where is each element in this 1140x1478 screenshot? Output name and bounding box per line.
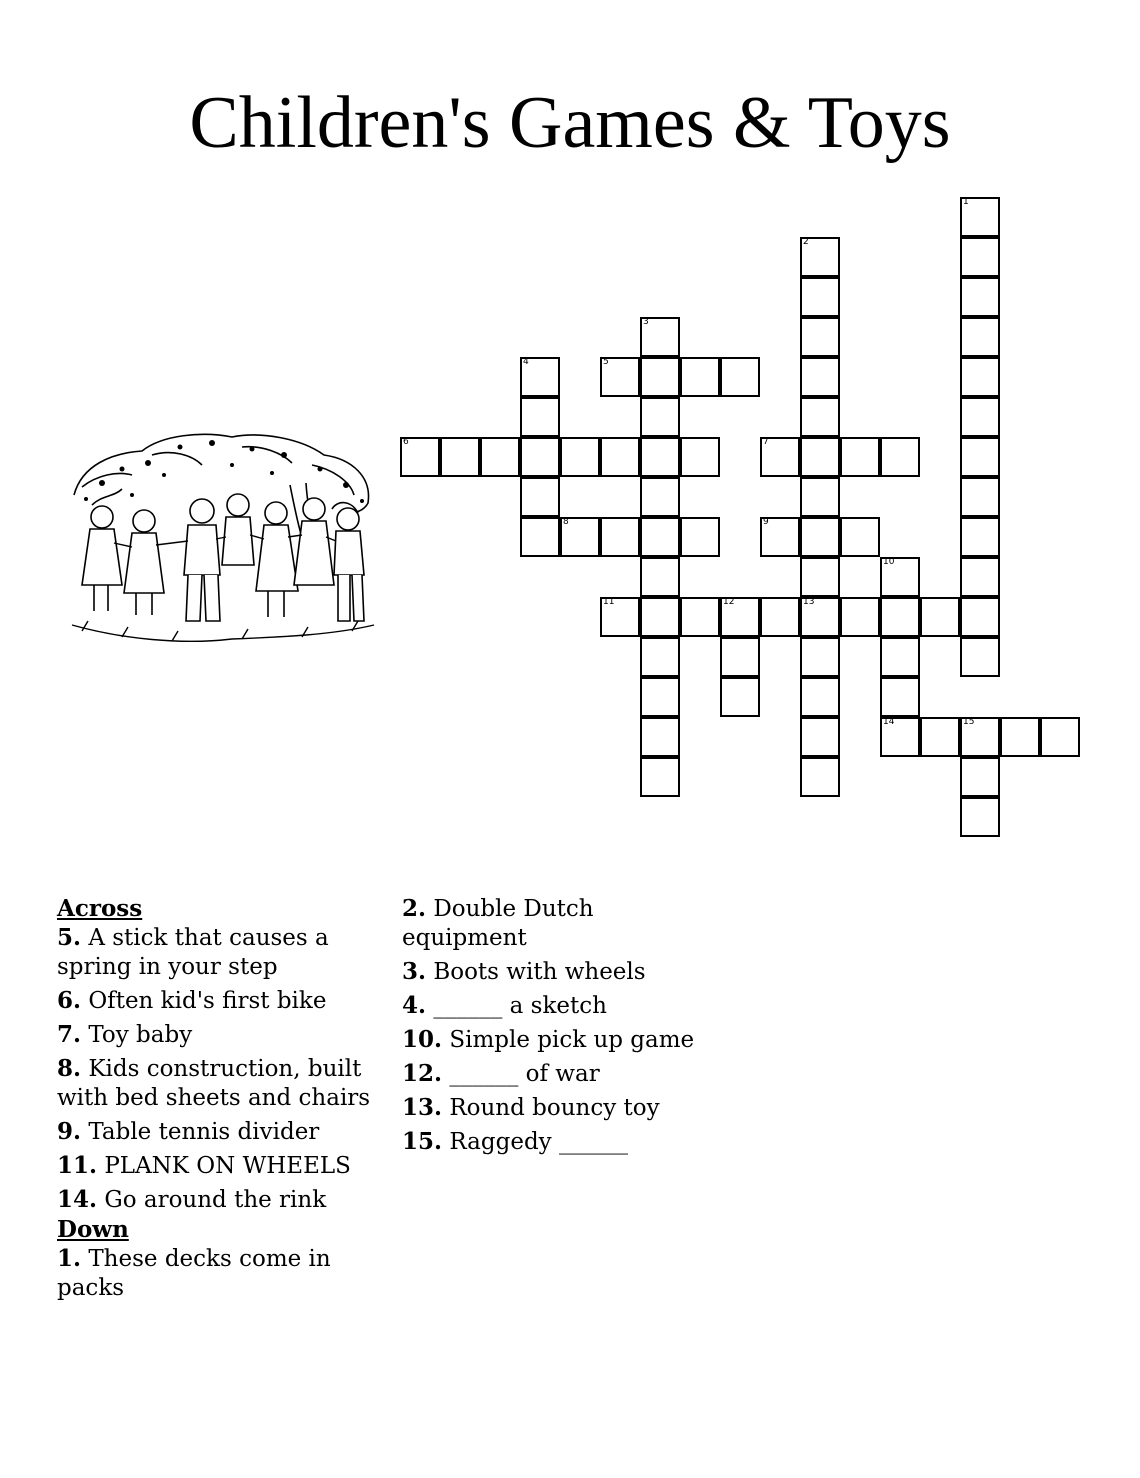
clue-number: 11 (603, 597, 615, 607)
grid-cell[interactable] (800, 237, 840, 277)
clues-column-right (402, 894, 712, 1161)
clue-number: 7 (763, 437, 769, 447)
grid-cell[interactable] (640, 357, 680, 397)
grid-cell[interactable] (680, 517, 720, 557)
grid-cell[interactable] (720, 357, 760, 397)
grid-cell[interactable] (960, 197, 1000, 237)
grid-cell[interactable] (800, 757, 840, 797)
across-clue-9: 9. Table tennis divider (57, 1118, 320, 1145)
clue-number: 13 (803, 597, 815, 607)
down-clue-1: 1. These decks come in packs (57, 1245, 331, 1301)
grid-cell[interactable] (520, 397, 560, 437)
grid-cell[interactable] (960, 397, 1000, 437)
grid-cell[interactable] (960, 277, 1000, 317)
grid-cell[interactable] (960, 797, 1000, 837)
grid-cell[interactable] (760, 437, 800, 477)
grid-cell[interactable] (800, 477, 840, 517)
clue-number: 12 (723, 597, 735, 607)
grid-cell[interactable] (600, 597, 640, 637)
grid-cell[interactable] (520, 517, 560, 557)
grid-cell[interactable] (720, 677, 760, 717)
grid-cell[interactable] (840, 597, 880, 637)
grid-cell[interactable] (960, 717, 1000, 757)
grid-cell[interactable] (720, 637, 760, 677)
grid-cell[interactable] (960, 637, 1000, 677)
across-clue-14: 14. Go around the rink (57, 1186, 327, 1213)
grid-cell[interactable] (800, 277, 840, 317)
grid-cell[interactable] (840, 437, 880, 477)
across-clue-8: 8. Kids construction, built with bed sheets and chairs (57, 1055, 371, 1111)
grid-cell[interactable] (760, 597, 800, 637)
across-clue-5: 5. A stick that causes a spring in your step (57, 924, 329, 980)
grid-cell[interactable] (600, 437, 640, 477)
down-clue-3: 3. Boots with wheels (402, 958, 646, 985)
grid-cell[interactable] (800, 517, 840, 557)
clue-number: 8 (563, 517, 569, 527)
down-clue-13: 13. Round bouncy toy (402, 1094, 660, 1121)
clue-number: 10 (883, 557, 895, 567)
clue-number: 1 (963, 197, 969, 207)
clue-number: 15 (963, 717, 975, 727)
grid-cell[interactable] (880, 677, 920, 717)
grid-cell[interactable] (640, 437, 680, 477)
grid-cell[interactable] (880, 597, 920, 637)
down-clue-10: 10. Simple pick up game (402, 1026, 695, 1053)
grid-cell[interactable] (800, 557, 840, 597)
grid-cell[interactable] (640, 517, 680, 557)
grid-cell[interactable] (640, 477, 680, 517)
grid-cell[interactable] (800, 597, 840, 637)
grid-cell[interactable] (800, 317, 840, 357)
grid-cell[interactable] (1040, 717, 1080, 757)
grid-cell[interactable] (960, 317, 1000, 357)
down-clue-4: 4. ______ a sketch (402, 992, 607, 1019)
grid-cell[interactable] (1000, 717, 1040, 757)
grid-cell[interactable] (880, 717, 920, 757)
grid-cell[interactable] (920, 717, 960, 757)
grid-cell[interactable] (960, 357, 1000, 397)
down-heading: Down (57, 1216, 129, 1243)
grid-cell[interactable] (600, 357, 640, 397)
down-clue-15: 15. Raggedy ______ (402, 1128, 628, 1155)
grid-cell[interactable] (520, 437, 560, 477)
clue-number: 6 (403, 437, 409, 447)
grid-cell[interactable] (760, 517, 800, 557)
clue-number: 4 (523, 357, 529, 367)
grid-cell[interactable] (640, 757, 680, 797)
across-heading: Across (57, 895, 143, 922)
grid-cell[interactable] (640, 557, 680, 597)
across-clue-7: 7. Toy baby (57, 1021, 193, 1048)
grid-cell[interactable] (680, 357, 720, 397)
grid-cell[interactable] (640, 637, 680, 677)
grid-cell[interactable] (960, 517, 1000, 557)
grid-cell[interactable] (800, 677, 840, 717)
grid-cell[interactable] (680, 437, 720, 477)
grid-cell[interactable] (680, 597, 720, 637)
clue-number: 3 (643, 317, 649, 327)
grid-cell[interactable] (480, 437, 520, 477)
grid-cell[interactable] (800, 637, 840, 677)
grid-cell[interactable] (840, 517, 880, 557)
grid-cell[interactable] (960, 557, 1000, 597)
grid-cell[interactable] (880, 437, 920, 477)
grid-cell[interactable] (720, 597, 760, 637)
grid-cell[interactable] (920, 597, 960, 637)
grid-cell[interactable] (800, 717, 840, 757)
down-clue-2: 2. Double Dutch equipment (402, 895, 594, 951)
across-clue-6: 6. Often kid's first bike (57, 987, 327, 1014)
grid-cell[interactable] (520, 477, 560, 517)
grid-cell[interactable] (640, 677, 680, 717)
clues-column-left (57, 894, 387, 1307)
puzzle-title: Children's Games & Toys (189, 82, 951, 164)
grid-cell[interactable] (520, 357, 560, 397)
grid-cell[interactable] (560, 437, 600, 477)
grid-cell[interactable] (880, 637, 920, 677)
clue-number: 5 (603, 357, 609, 367)
down-clue-12: 12. ______ of war (402, 1060, 600, 1087)
grid-cell[interactable] (960, 597, 1000, 637)
grid-cell[interactable] (960, 757, 1000, 797)
grid-cell[interactable] (640, 597, 680, 637)
grid-cell[interactable] (800, 437, 840, 477)
grid-cell[interactable] (640, 317, 680, 357)
grid-cell[interactable] (800, 397, 840, 437)
grid-cell[interactable] (880, 557, 920, 597)
grid-cell[interactable] (800, 357, 840, 397)
grid-cell[interactable] (640, 717, 680, 757)
across-clue-11: 11. PLANK ON WHEELS (57, 1152, 351, 1179)
grid-cell[interactable] (560, 517, 600, 557)
grid-cell[interactable] (400, 437, 440, 477)
grid-cell[interactable] (960, 237, 1000, 277)
clue-number: 9 (763, 517, 769, 527)
grid-cell[interactable] (600, 517, 640, 557)
grid-cell[interactable] (960, 437, 1000, 477)
clue-number: 14 (883, 717, 895, 727)
grid-cell[interactable] (640, 397, 680, 437)
clue-number: 2 (803, 237, 809, 247)
grid-cell[interactable] (960, 477, 1000, 517)
grid-cell[interactable] (440, 437, 480, 477)
children-illustration (62, 425, 380, 655)
